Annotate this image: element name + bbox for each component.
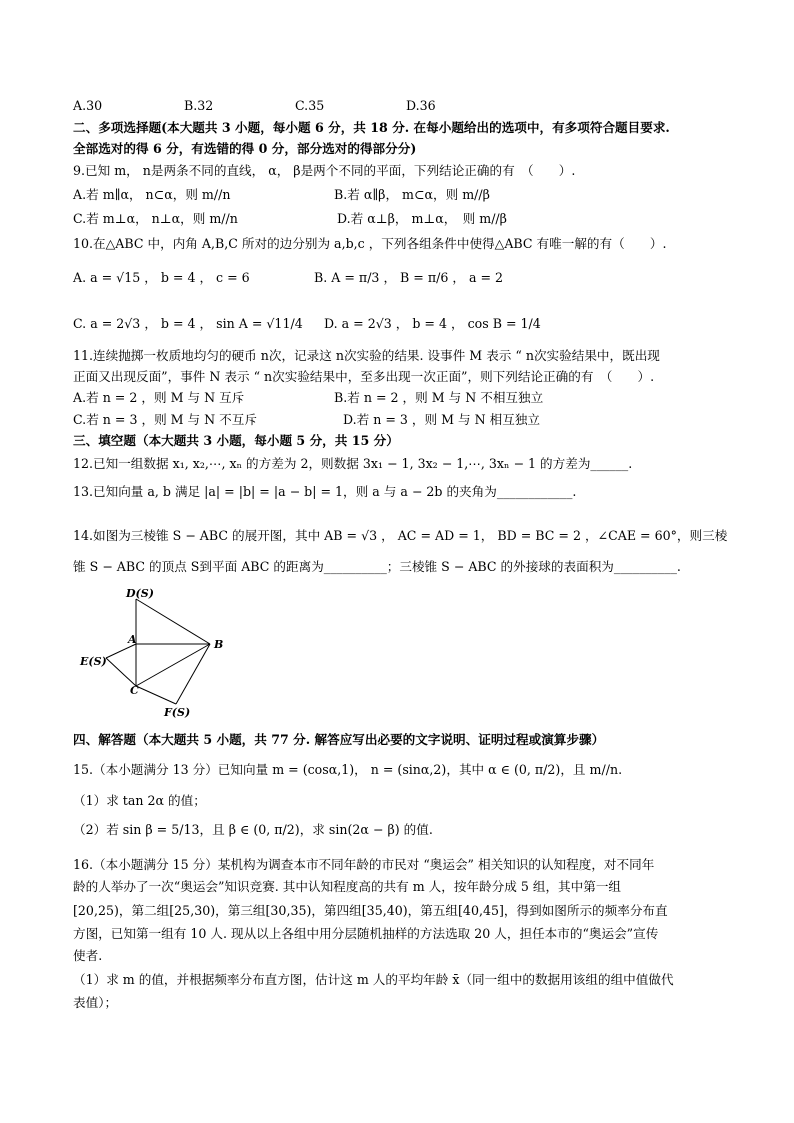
question-15-part-1: （1）求 tan 2α 的值； xyxy=(73,793,206,808)
question-16: 16.（本小题满分 15 分）某机构为调查本市不同年龄的市民对 “奥运会” 相关知识的认知程度，对不同年 xyxy=(73,857,655,872)
option-d: D.36 xyxy=(406,98,436,113)
tetrahedron-net-diagram xyxy=(72,586,232,718)
option-d: D.若 n = 3 ，则 M 与 N 相互独立 xyxy=(343,412,541,427)
question-14-cont: 锥 S − ABC 的顶点 S到平面 ABC 的距离为__________；三棱锥 S − ABC 的外接球的表面积为__________. xyxy=(73,559,681,574)
label-a: A xyxy=(128,633,137,646)
option-d: D.若 α⊥β， m⊥α， 则 m//β xyxy=(337,211,507,226)
question-16-cont-2: [20,25)，第二组[25,30)，第三组[30,35)，第四组[35,40)，第五组[40,45]，得到如图所示的频率分布直 xyxy=(73,903,668,918)
option-a: A.若 n = 2 ，则 M 与 N 互斥 xyxy=(73,390,245,405)
label-f: F(S) xyxy=(164,706,191,718)
question-stem: 11.连续抛掷一枚质地均匀的硬币 n次，记录这 n次实验的结果. 设事件 M 表示 “ n次实验结果中，既出现 xyxy=(73,348,660,363)
question-16-cont-4: 使者. xyxy=(73,948,103,963)
section-heading-cont: 全部选对的得 6 分，有选错的得 0 分，部分选对的得部分分) xyxy=(73,141,417,156)
question-16-cont-1: 龄的人举办了一次“奥运会”知识竞赛. 其中认知程度高的共有 m 人，按年龄分成 5 组，其中第一组 xyxy=(73,879,622,894)
question-13: 13.已知向量 a, b 满足 |a| = |b| = |a − b| = 1，则 a 与 a − 2b 的夹角为____________. xyxy=(73,484,577,499)
option-b: B.若 n = 2 ，则 M 与 N 不相互独立 xyxy=(334,390,544,405)
question-stem-cont: 正面又出现反面”，事件 N 表示 “ n次实验结果中，至多出现一次正面”，则下列结论正确的有 （ ）. xyxy=(73,369,655,384)
question-stem: 10.在△ABC 中，内角 A,B,C 所对的边分别为 a,b,c ，下列各组条件中使得△ABC 有唯一解的有（ ）. xyxy=(73,236,667,251)
label-b: B xyxy=(214,638,224,651)
option-c: C.35 xyxy=(295,98,325,113)
option-a: A.30 xyxy=(73,98,103,113)
question-15: 15.（本小题满分 13 分）已知向量 m = (cosα,1)， n = (sinα,2)，其中 α ∈ (0, π/2)，且 m//n. xyxy=(73,762,623,777)
option-c: C.若 m⊥α， n⊥α，则 m//n xyxy=(73,211,238,226)
section-heading: 二、多项选择题(本大题共 3 小题，每小题 6 分，共 18 分. 在每小题给出的选项中，有多项符合题目要求. xyxy=(73,120,670,135)
question-14: 14.如图为三棱锥 S − ABC 的展开图，其中 AB = √3 ， AC = AD = 1， BD = BC = 2 ，∠CAE = 60°，则三棱 xyxy=(73,528,728,543)
option-d: D. a = 2√3 ， b = 4 ， cos B = 1/4 xyxy=(324,316,541,331)
question-16-part-1: （1）求 m 的值，并根据频率分布直方图，估计这 m 人的平均年龄 x̄（同一组中的数据用该组的组中值做代 xyxy=(73,972,674,987)
label-d: D(S) xyxy=(126,587,154,600)
option-c: C. a = 2√3 ， b = 4 ， sin A = √11/4 xyxy=(73,316,303,331)
option-b: B. A = π/3 ， B = π/6 ， a = 2 xyxy=(314,270,504,285)
section-heading: 四、解答题（本大题共 5 小题，共 77 分. 解答应写出必要的文字说明、证明过程或演算步骤） xyxy=(73,732,605,747)
section-heading: 三、填空题（本大题共 3 小题，每小题 5 分，共 15 分） xyxy=(73,433,399,448)
question-12: 12.已知一组数据 x₁, x₂,⋯, xₙ 的方差为 2，则数据 3x₁ − 1, 3x₂ − 1,⋯, 3xₙ − 1 的方差为______. xyxy=(73,456,633,471)
label-e: E(S) xyxy=(80,655,107,668)
question-15-part-2: （2）若 sin β = 5/13，且 β ∈ (0, π/2)，求 sin(2α − β) 的值. xyxy=(73,822,433,837)
question-16-cont-3: 方图，已知第一组有 10 人. 现从以上各组中用分层随机抽样的方法选取 20 人，担任本市的“奥运会”宣传 xyxy=(73,926,659,941)
label-c: C xyxy=(130,684,139,697)
option-a: A. a = √15 ， b = 4 ， c = 6 xyxy=(73,270,250,285)
option-b: B.32 xyxy=(184,98,214,113)
option-b: B.若 α∥β， m⊂α，则 m//β xyxy=(334,187,490,202)
option-c: C.若 n = 3 ，则 M 与 N 不互斥 xyxy=(73,412,257,427)
question-16-part-1-cont: 表值）； xyxy=(73,995,118,1010)
question-stem: 9.已知 m， n是两条不同的直线， α， β是两个不同的平面，下列结论正确的有 （ ）. xyxy=(73,163,576,178)
option-a: A.若 m∥α， n⊂α，则 m//n xyxy=(73,187,231,202)
